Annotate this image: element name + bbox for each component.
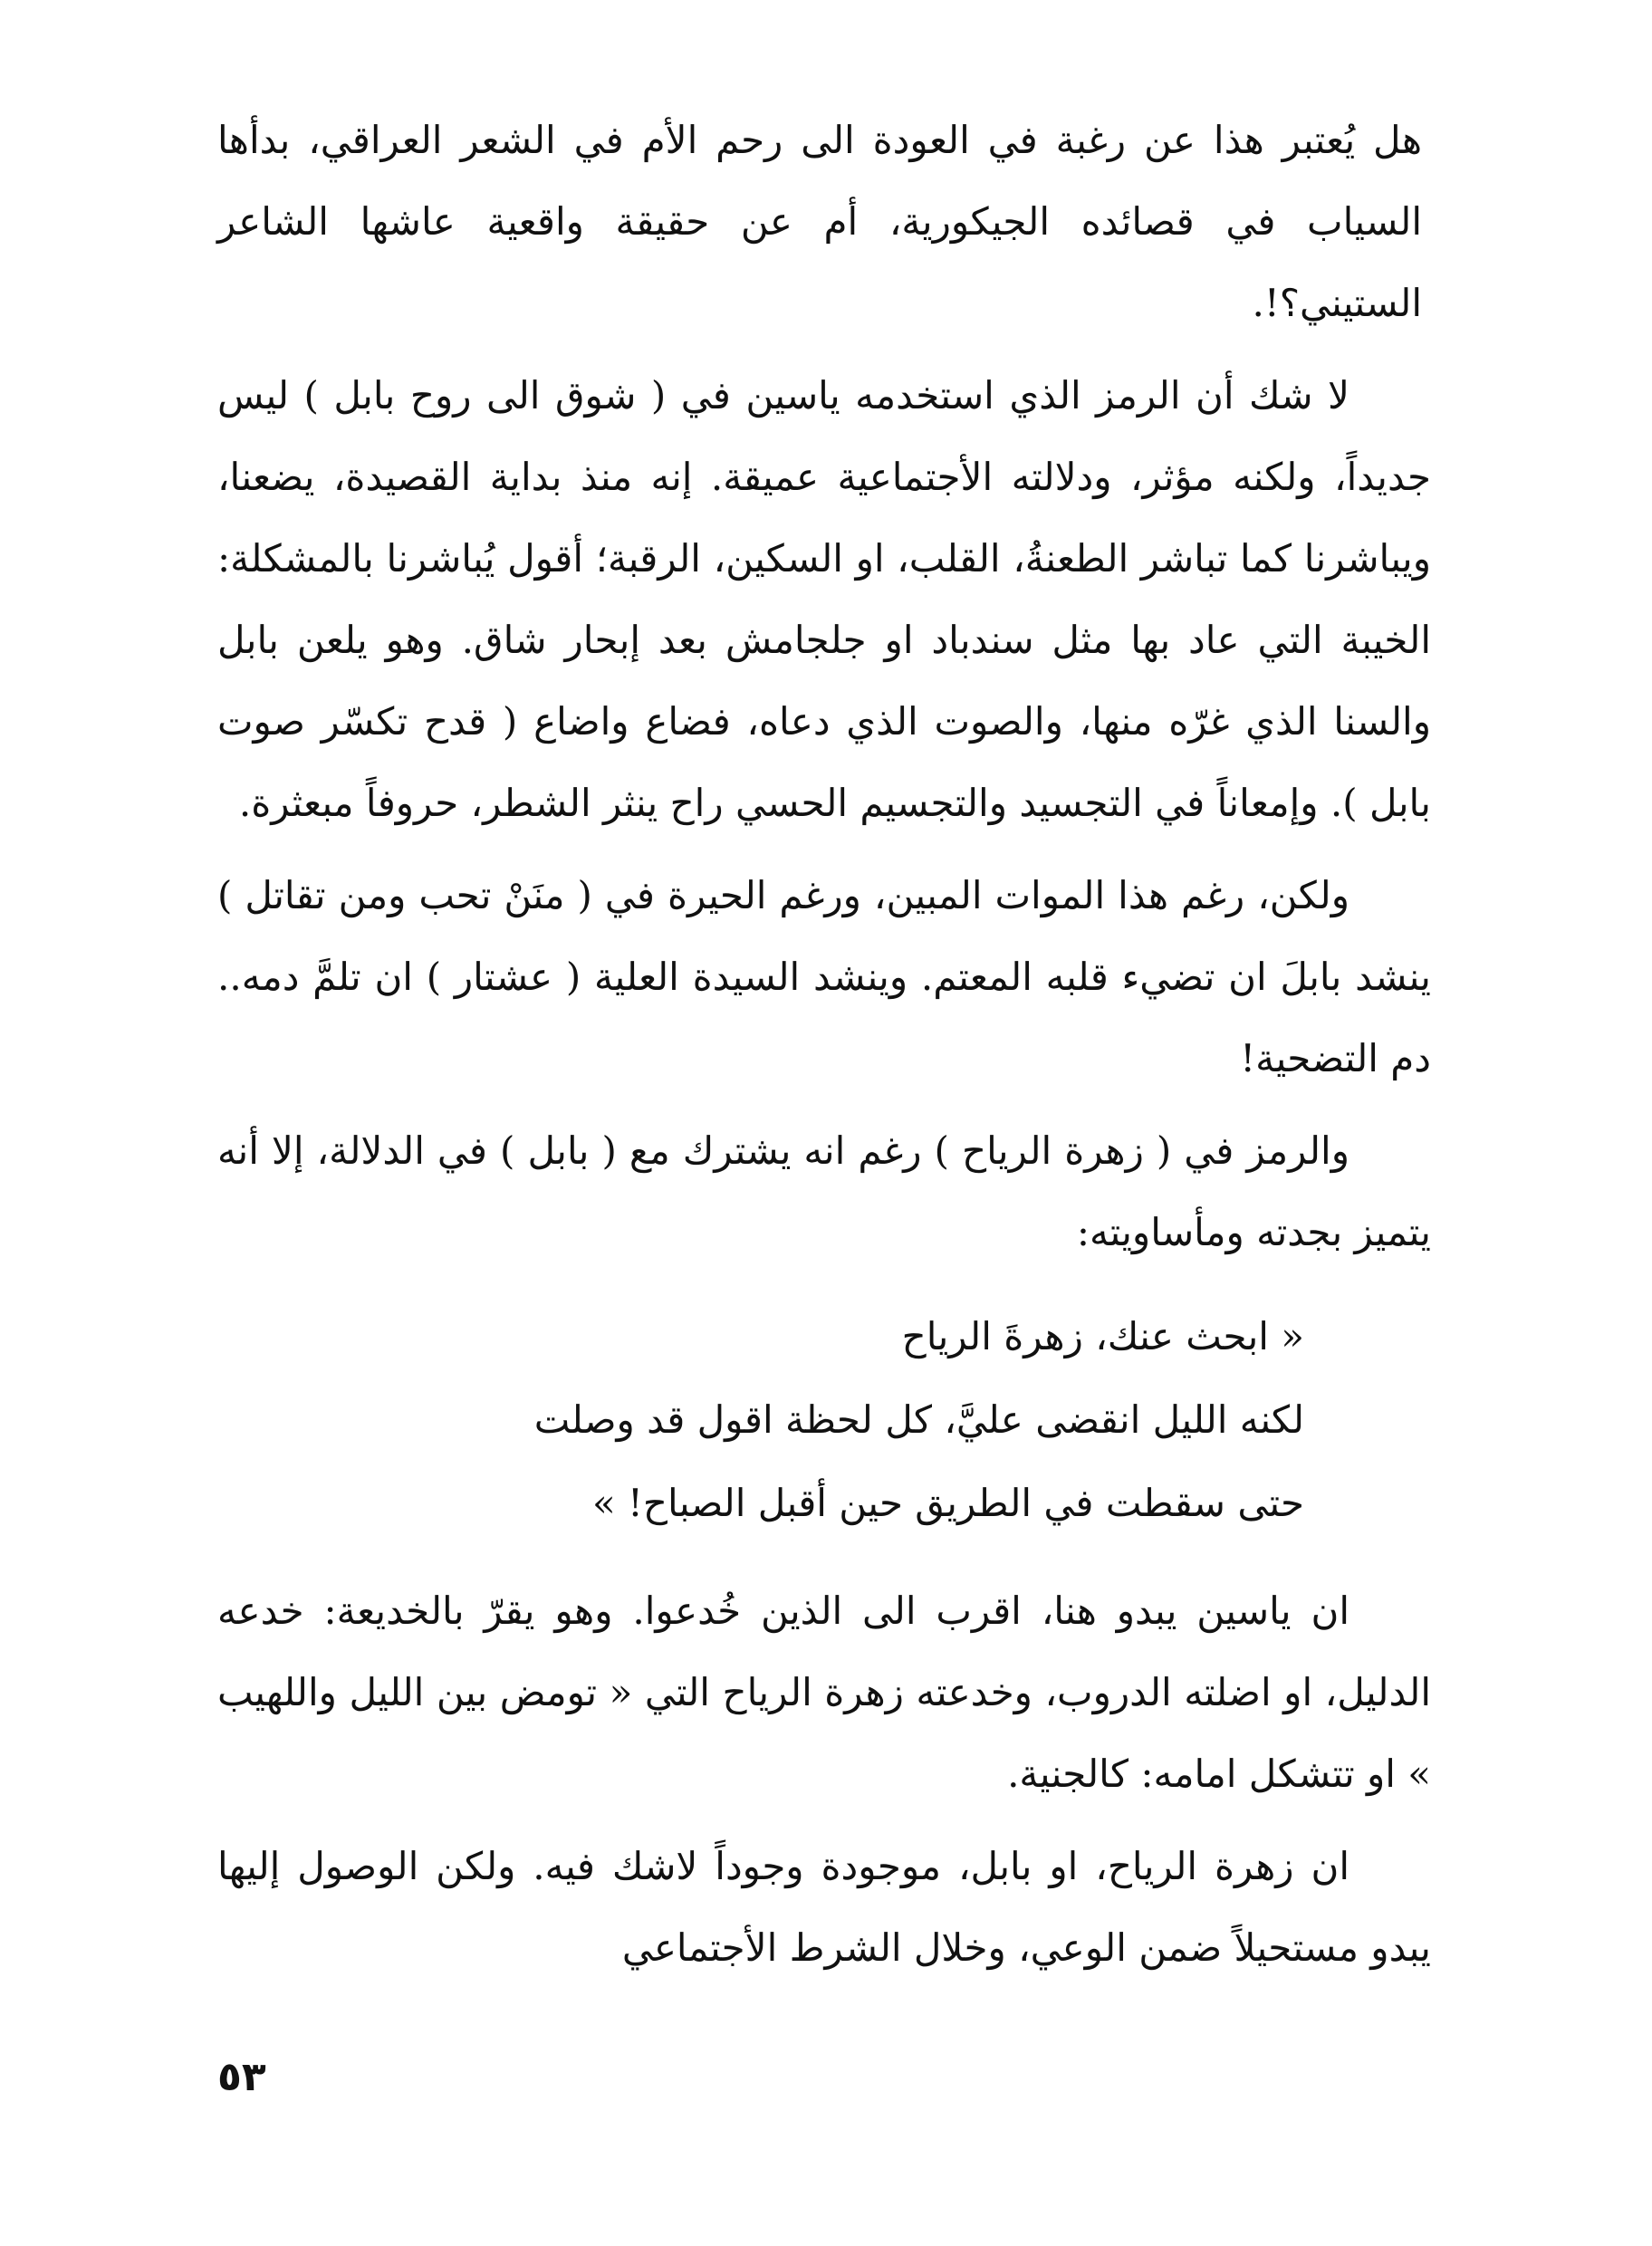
verse-line-1: « ابحث عنك، زهرةَ الرياح	[901, 1314, 1304, 1358]
paragraph-6: ان زهرة الرياح، او بابل، موجودة وجوداً لاشك فيه. ولكن الوصول إليها يبدو مستحيلاً ضمن الوعي، وخلال الشرط الأجتماعي	[217, 1844, 1431, 1970]
paragraph-1: هل يُعتبر هذا عن رغبة في العودة الى رحم الأم في الشعر العراقي، بدأها السياب في قصائده الجيكورية، أم عن حقيقة واقعية عاشها الشاعر الستيني؟!.	[217, 118, 1422, 325]
paragraph-5: ان ياسين يبدو هنا، اقرب الى الذين خُدعوا. وهو يقرّ بالخديعة: خدعه الدليل، او اضلته الدروب، وخدعته زهرة الرياح التي « تومض بين الليل واللهيب » او تتشكل امامه: كالجنية.	[217, 1589, 1431, 1796]
verse-line-2: لكنه الليل انقضى عليَّ، كل لحظة اقول قد وصلت	[533, 1397, 1304, 1442]
verse-line-3: حتى سقطت في الطريق حين أقبل الصباح! »	[591, 1481, 1304, 1525]
book-page	[217, 100, 1431, 2128]
paragraph-2: لا شك أن الرمز الذي استخدمه ياسين في ( شوق الى روح بابل ) ليس جديداً، ولكنه مؤثر، ودلالته الأجتماعية عميقة. إنه منذ بداية القصيدة، يضعنا، ويباشرنا كما تباشر الطعنةُ، القلب، او السكين، الرقبة؛ أقول يُباشرنا بالمشكلة: الخيبة التي عاد بها مثل سندباد او جلجامش بعد إبحار شاق. وهو يلعن بابل والسنا الذي غرّه منها، والصوت الذي دعاه، فضاع واضاع ( قدح تكسّر صوت بابل ). وإمعاناً في التجسيد والتجسيم الحسي راح ينثر الشطر، حروفاً مبعثرة.	[217, 373, 1431, 825]
verse-quote	[217, 1295, 1431, 1545]
page-number: ٥٣	[217, 2054, 266, 2100]
paragraph-4: والرمز في ( زهرة الرياح ) رغم انه يشترك مع ( بابل ) في الدلالة، إلا أنه يتميز بجدته ومأساويته:	[217, 1128, 1431, 1254]
paragraph-3: ولكن، رغم هذا الموات المبين، ورغم الحيرة في ( منَنْ تحب ومن تقاتل ) ينشد بابلَ ان تضيء قلبه المعتم. وينشد السيدة العلية ( عشتار ) ان تلمَّ دمه.. دم التضحية!	[217, 873, 1431, 1080]
